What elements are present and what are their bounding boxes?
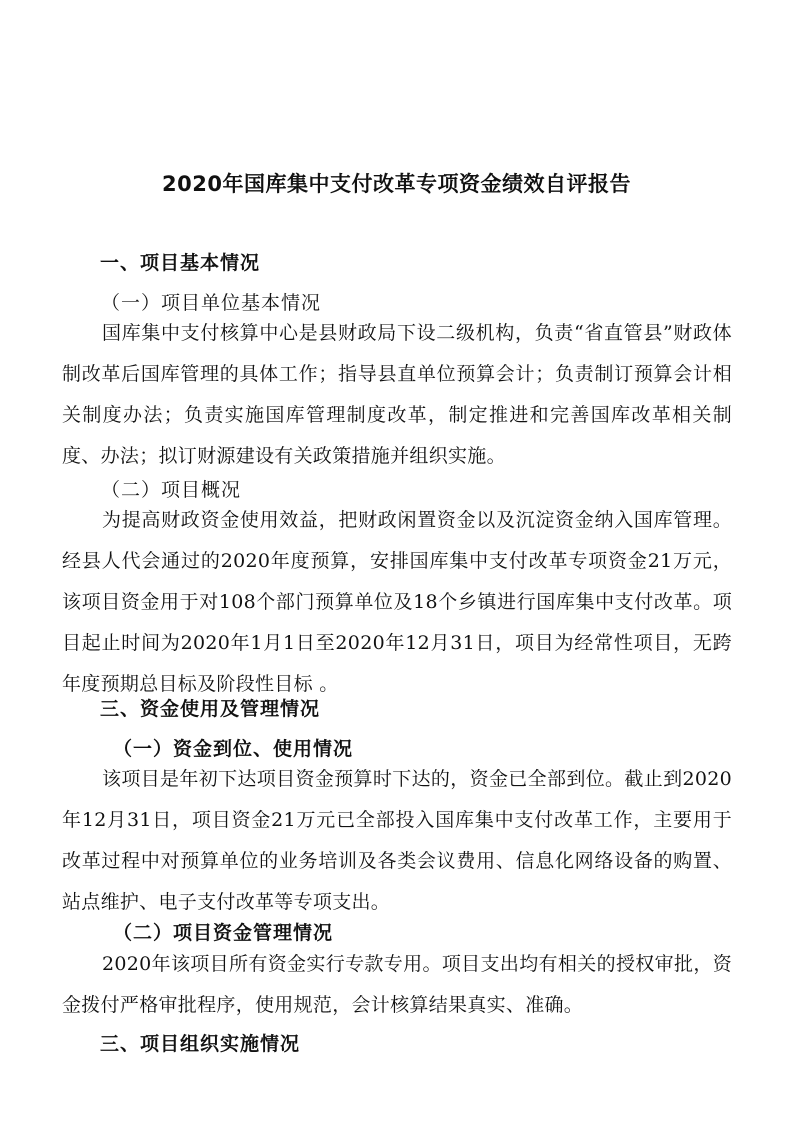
- paragraph-project-overview: 为提高财政资金使用效益，把财政闲置资金以及沉淀资金纳入国库管理。经县人代会通过的2020年度预算，安排国库集中支付改革专项资金21万元，该项目资金用于对108个部门预算单位及18个乡镇进行国库集中支付改革。项目起止时间为2020年1月1日至2020年12月31日，项目为经常性项目，无跨年度预期总目标及阶段性目标 。: [62, 509, 732, 695]
- subsection-heading-unit-info: （一）项目单位基本情况: [101, 292, 322, 314]
- paragraph-fund-arrival: 该项目是年初下达项目资金预算时下达的，资金已全部到位。截止到2020年12月31日，项目资金21万元已全部投入国库集中支付改革工作，主要用于改革过程中对预算单位的业务培训及各类会议费用、信息化网络设备的购置、站点维护、电子支付改革等专项支出。: [62, 768, 732, 913]
- subsection-heading-fund-arrival: （一）资金到位、使用情况: [113, 738, 354, 760]
- section-heading-basic-info: 一、项目基本情况: [100, 252, 261, 274]
- document-title: 2020年国库集中支付改革专项资金绩效自评报告: [162, 172, 631, 196]
- section-heading-fund-usage: 三、资金使用及管理情况: [100, 698, 321, 720]
- section-heading-implementation: 三、项目组织实施情况: [100, 1033, 301, 1055]
- paragraph-fund-management: 2020年该项目所有资金实行专款专用。项目支出均有相关的授权审批，资金拨付严格审批程序，使用规范，会计核算结果真实、准确。: [62, 953, 732, 1016]
- subsection-heading-project-overview: （二）项目概况: [101, 479, 242, 501]
- subsection-heading-fund-management: （二）项目资金管理情况: [113, 922, 334, 944]
- paragraph-unit-info: 国库集中支付核算中心是县财政局下设二级机构，负责“省直管县”财政体制改革后国库管理的具体工作；指导县直单位预算会计；负责制订预算会计相关制度办法；负责实施国库管理制度改革，制定推进和完善国库改革相关制度、办法；拟订财源建设有关政策措施并组织实施。: [62, 322, 732, 467]
